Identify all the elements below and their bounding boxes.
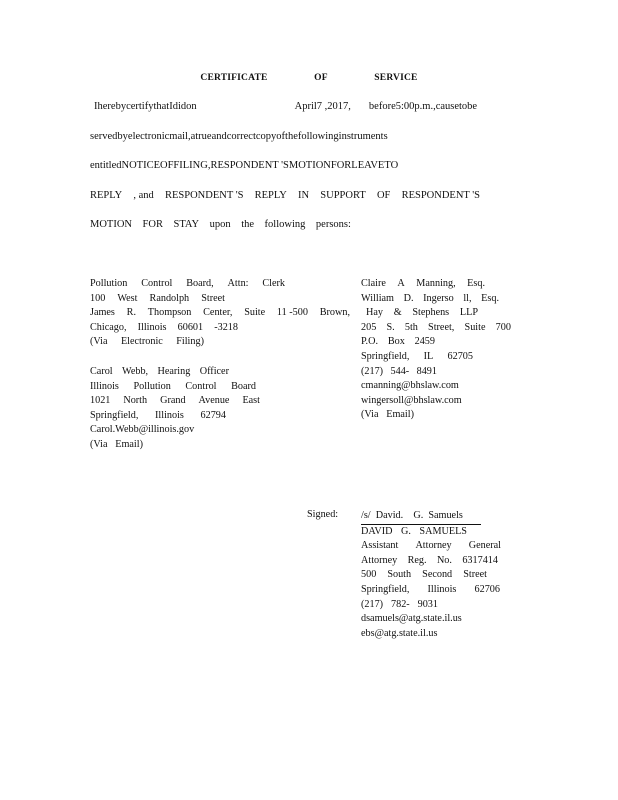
- title-word: SERVICE: [374, 73, 418, 83]
- address-line: P.O. Box 2459: [361, 336, 435, 348]
- word: following: [264, 219, 306, 230]
- address-line: Pollution Control Board, Attn: Clerk: [90, 278, 285, 289]
- address-line: Claire A Manning, Esq.: [361, 278, 485, 289]
- service-list-right: [361, 277, 521, 423]
- line-text: before5:00p.m.,causetobe: [368, 101, 478, 112]
- signer-title: Assistant Attorney General: [361, 540, 501, 552]
- address-line: Springfield, Illinois 62794: [90, 409, 226, 421]
- certification-line-2: servedbyelectronicmail,atrueandcorrectcopyofthefollowinginstruments: [90, 131, 388, 142]
- address-line: Springfield, IL 62705: [361, 350, 473, 362]
- email-address: cmanning@bhslaw.com: [361, 380, 459, 392]
- phone-number: (217) 782- 9031: [361, 598, 438, 610]
- address-line: William D. Ingerso ll, Esq.: [361, 292, 499, 304]
- service-list-left: [90, 277, 355, 453]
- word: , and: [133, 190, 154, 201]
- address-line: (Via Email): [361, 409, 414, 421]
- word: RESPONDENT 'S: [165, 190, 244, 201]
- signer-name: DAVID G. SAMUELS: [361, 525, 467, 537]
- address-line: (Via Email): [90, 438, 143, 450]
- word: FOR: [142, 219, 163, 230]
- word: MOTION: [90, 219, 132, 230]
- signature-line: /s/ David. G. Samuels: [361, 509, 481, 525]
- word: IN: [298, 190, 310, 201]
- attorney-registration: Attorney Reg. No. 6317414: [361, 554, 498, 566]
- phone-number: (217) 544- 8491: [361, 365, 437, 377]
- address-line: 500 South Second Street: [361, 569, 487, 581]
- certification-line-1: [94, 101, 477, 112]
- signature-block: [361, 509, 501, 641]
- certification-line-4: [90, 190, 480, 201]
- title-word: OF: [314, 73, 328, 83]
- email-address: Carol.Webb@illinois.gov: [90, 424, 195, 436]
- address-line: Hay & Stephens LLP: [366, 307, 478, 319]
- word: persons:: [315, 219, 351, 230]
- word: STAY: [173, 219, 200, 230]
- certification-line-5: [90, 219, 351, 230]
- address-line: 100 West Randolph Street: [90, 292, 225, 304]
- address-line: 205 S. 5th Street, Suite 700: [361, 321, 511, 333]
- word: the: [241, 219, 255, 230]
- word: REPLY: [254, 190, 287, 201]
- certification-line-3: entitledNOTICEOFFILING,RESPONDENT 'SMOTIONFORLEAVETO: [90, 160, 399, 171]
- email-address: wingersoll@bhslaw.com: [361, 394, 462, 406]
- word: RESPONDENT 'S: [401, 190, 480, 201]
- word: OF: [376, 190, 391, 201]
- word: upon: [209, 219, 231, 230]
- line-text: April7 ,2017,: [294, 101, 351, 112]
- word: REPLY: [90, 190, 123, 201]
- address-line: James R. Thompson Center, Suite 11 -500 Brown,: [90, 307, 350, 319]
- address-line: (Via Electronic Filing): [90, 336, 204, 348]
- email-address: ebs@atg.state.il.us: [361, 627, 438, 639]
- address-line: Chicago, Illinois 60601 -3218: [90, 321, 238, 333]
- signed-label: Signed:: [307, 509, 339, 520]
- address-line: Springfield, Illinois 62706: [361, 583, 500, 595]
- address-line: Carol Webb, Hearing Officer: [90, 365, 229, 377]
- line-text: IherebycertifythatIdidon: [94, 101, 197, 112]
- address-line: Illinois Pollution Control Board: [90, 380, 256, 392]
- document-title: [0, 73, 618, 83]
- word: SUPPORT: [320, 190, 366, 201]
- address-line: 1021 North Grand Avenue East: [90, 395, 260, 407]
- title-word: CERTIFICATE: [200, 73, 268, 83]
- email-address: dsamuels@atg.state.il.us: [361, 613, 462, 625]
